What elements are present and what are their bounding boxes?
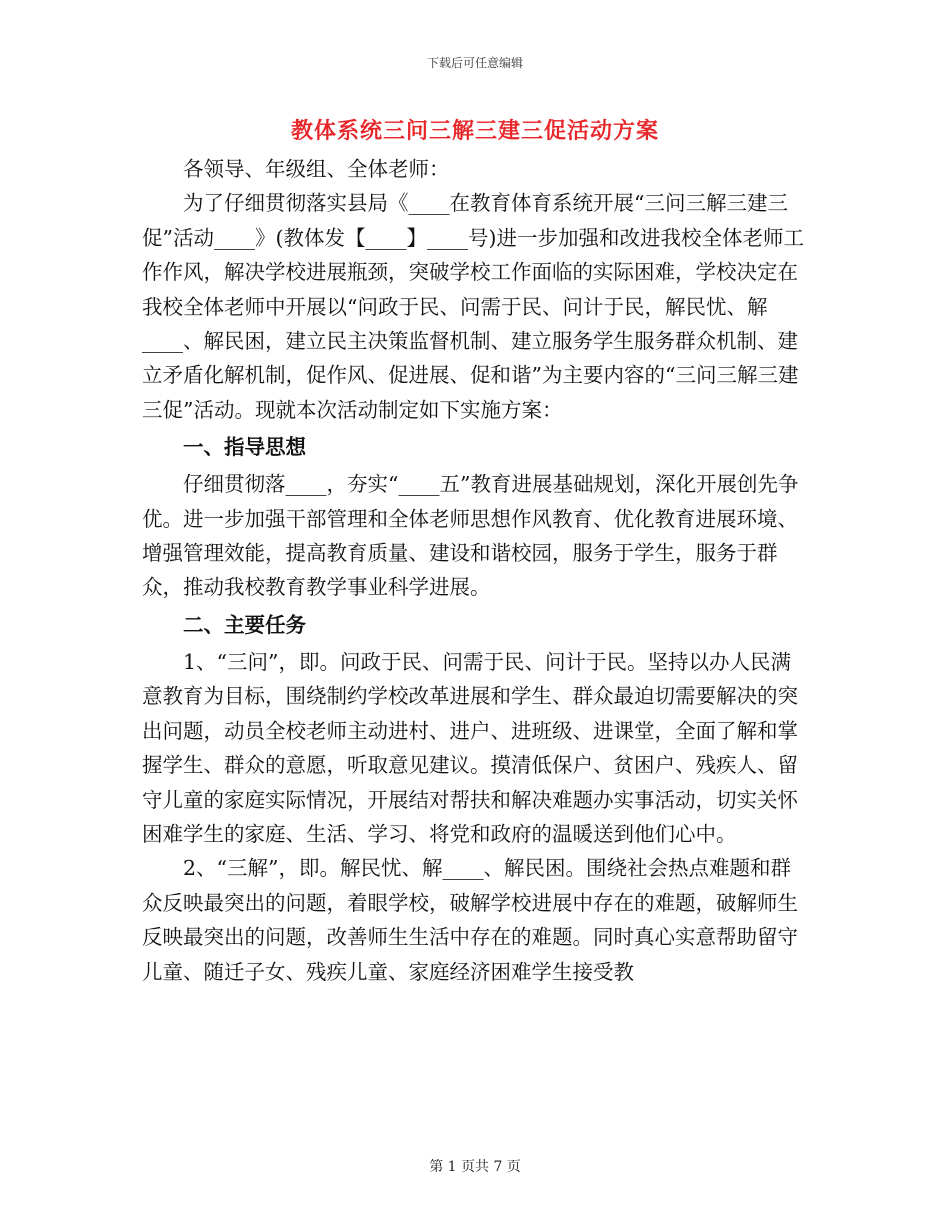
- page-number: 第 1 页共 7 页: [429, 1159, 521, 1175]
- section-heading-guiding-thought: 一、指导思想: [183, 435, 306, 460]
- task-item-three-solves: 2、“三解”，即。解民忧、解____、解民困。围绕社会热点难题和群众反映最突出的问题，着眼学校，破解学校进展中存在的难题，破解师生反映最突出的问题，改善师生生活中存在的难题。同时真心实意帮助留守儿童、随迁子女、残疾儿童、家庭经济困难学生接受教: [142, 856, 798, 984]
- greeting-paragraph: 各领导、年级组、全体老师：: [183, 157, 450, 181]
- document-body: [142, 152, 808, 989]
- guiding-thought-paragraph: 仔细贯彻落____，夯实“____五”教育进展基础规划，深化开展创先争优。进一步加强干部管理和全体老师思想作风教育、优化教育进展环境、增强管理效能，提高教育质量、建设和谐校园，服务于学生，服务于群众，推动我校教育教学事业科学进展。: [142, 472, 799, 600]
- intro-paragraph: 为了仔细贯彻落实县局《____在教育体育系统开展“三问三解三建三促”活动____》(教体发【____】____号)进一步加强和改进我校全体老师工作作风，解决学校进展瓶颈，突破学校工作面临的实际困难，学校决定在我校全体老师中开展以“问政于民、问需于民、问计于民，解民忧、解____、解民困，建立民主决策监督机制、建立服务学生服务群众机制、建立矛盾化解机制，促作风、促进展、促和谐”为主要内容的“三问三解三建三促”活动。现就本次活动制定如下实施方案：: [142, 191, 804, 422]
- header-note: 下载后可任意编辑: [426, 56, 523, 70]
- document-title: 教体系统三问三解三建三促活动方案: [290, 118, 659, 144]
- task-item-three-asks: 1、“三问”，即。问政于民、问需于民、问计于民。坚持以办人民满意教育为目标，围绕制约学校改革进展和学生、群众最迫切需要解决的突出问题，动员全校老师主动进村、进户、进班级、进课堂，全面了解和掌握学生、群众的意愿，听取意见建议。摸清低保户、贫困户、残疾人、留守儿童的家庭实际情况，开展结对帮扶和解决难题办实事活动，切实关怀困难学生的家庭、生活、学习、将党和政府的温暖送到他们心中。: [142, 649, 798, 846]
- section-heading-main-tasks: 二、主要任务: [183, 612, 306, 637]
